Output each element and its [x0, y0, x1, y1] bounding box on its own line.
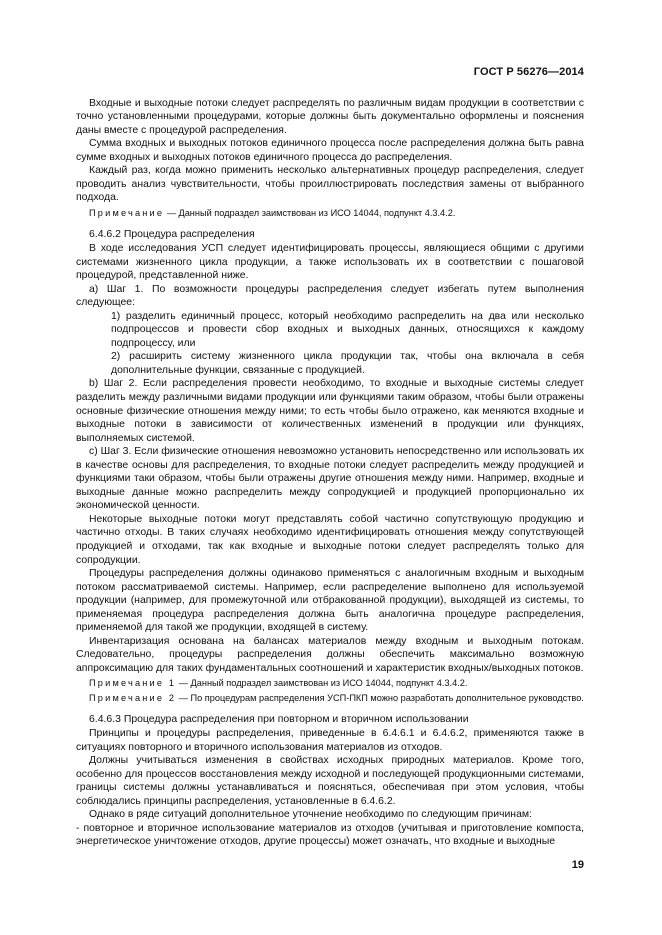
note-label: Примечание 1 [89, 678, 177, 689]
note [76, 693, 584, 705]
note-text: — По процедурам распределения УСП-ПКП можно разработать дополнительное руководство. [176, 692, 584, 703]
section-title: 6.4.6.3 Процедура распределения при повторном и вторичном использовании [89, 714, 469, 726]
paragraph: Инвентаризация основана на балансах материалов между входным и выходным потокам. Следовательно, процедуры распределения должны обеспечить максимально возможную аппроксимацию для таких фундаментальных соотношений и характеристик входных/выходных потоков. [76, 635, 584, 674]
note-label: Примечание [89, 207, 165, 218]
paragraph: Принципы и процедуры распределения, приведенные в 6.4.6.1 и 6.4.6.2, применяются также в ситуациях повторного и вторичного использования материалов из отходов. [76, 728, 584, 753]
paragraph: Сумма входных и выходных потоков единичного процесса после распределения должна быть равна сумме входных и выходных потоков единичного процесса до распределения. [76, 138, 584, 163]
note [76, 678, 584, 690]
paragraph: Входные и выходные потоки следует распределять по различным видам продукции в соответствии с точно установленными процедурами, которые должны быть документально оформлены и пояснения даны вместе с процедурой распределения. [76, 97, 584, 136]
paragraph: Процедуры распределения должны одинаково применяться с аналогичным входным и выходным потоком рассматриваемой системы. Например, если распределение выполнено для используемой продукции (например, для промежуточной или отбракованной продукции), выходящей из системы, то применяемая процедура распределения должна быть аналогична процедуре распределения, применяемой для такой же продукции, входящей в систему. [76, 568, 584, 634]
list-item: b) Шаг 2. Если распределения провести необходимо, то входные и выходные системы следует разделить между различными видами продукции или функциями таким образом, чтобы были отражены основные физические отношения между ними; то есть чтобы было отражено, как меняются входные и выходные потоки в зависимости от количественных изменений в продукции или функциях, выполняемых системой. [76, 378, 584, 444]
note-label: Примечание 2 [89, 692, 177, 703]
list-subitem: 1) разделить единичный процесс, который необходимо распределить на два или несколько подпроцессов и провести сбор входных и выходных данных, относящихся к каждому подпроцессу, или [111, 310, 584, 349]
paragraph: Некоторые выходные потоки могут представлять собой частично сопутствующую продукцию и частично отходы. В таких случаях необходимо идентифицировать отношения между сопутствующей продукцией и отходами, так как входные и выходные потоки следует распределять только для сопродукции. [76, 513, 584, 566]
paragraph: Должны учитываться изменения в свойствах исходных природных материалов. Кроме того, особенно для процессов восстановления между исходной и последующей продукционными системами, границы системы должны устанавливаться и поясняться, обеспечивая при этом условия, чтобы соблюдались принципы распределения, установленные в 6.4.6.2. [76, 755, 584, 807]
list-item: c) Шаг 3. Если физические отношения невозможно установить непосредственно или использовать их в качестве основы для распределения, то входные потоки следует распределить между продукцией и функциями таки образом, чтобы были отражены другие отношения между ними. Например, входные и выходные данные можно распределить между сопродукцией и продукцией пропорционально их экономической ценности. [76, 446, 584, 512]
list-item: а) Шаг 1. По возможности процедуры распределения следует избегать путем выполнения следующее: [76, 283, 584, 309]
note-text: — Данный подраздел заимствован из ИСО 14044, подпункт 4.3.4.2. [176, 678, 468, 689]
note-text: — Данный подраздел заимствован из ИСО 14044, подпункт 4.3.4.2. [164, 207, 456, 218]
paragraph: - повторное и вторичное использование материалов из отходов (учитывая и приготовление компоста, энергетическое уничтожение отходов, другие процессы) может означать, что входные и выходные [76, 822, 584, 848]
note [76, 208, 584, 220]
standard-header: ГОСТ Р 56276—2014 [473, 66, 584, 78]
page-number: 19 [571, 859, 584, 871]
list-subitem: 2) расширить систему жизненного цикла продукции так, чтобы она включала в себя дополнительные функции, связанные с продукцией. [111, 351, 584, 376]
paragraph: Каждый раз, когда можно применить несколько альтернативных процедур распределения, следует проводить анализ чувствительности, чтобы проиллюстрировать последствия замены от выбранного подхода. [76, 165, 584, 204]
paragraph: Однако в ряде ситуаций дополнительное уточнение необходимо по следующим причинам: [89, 809, 532, 821]
section-title: 6.4.6.2 Процедура распределения [89, 229, 255, 241]
paragraph: В ходе исследования УСП следует идентифицировать процессы, являющиеся общими с другими системами жизненного цикла продукции, а также использовать их в соответствии с пошаговой процедурой, представленной ниже. [76, 242, 584, 282]
